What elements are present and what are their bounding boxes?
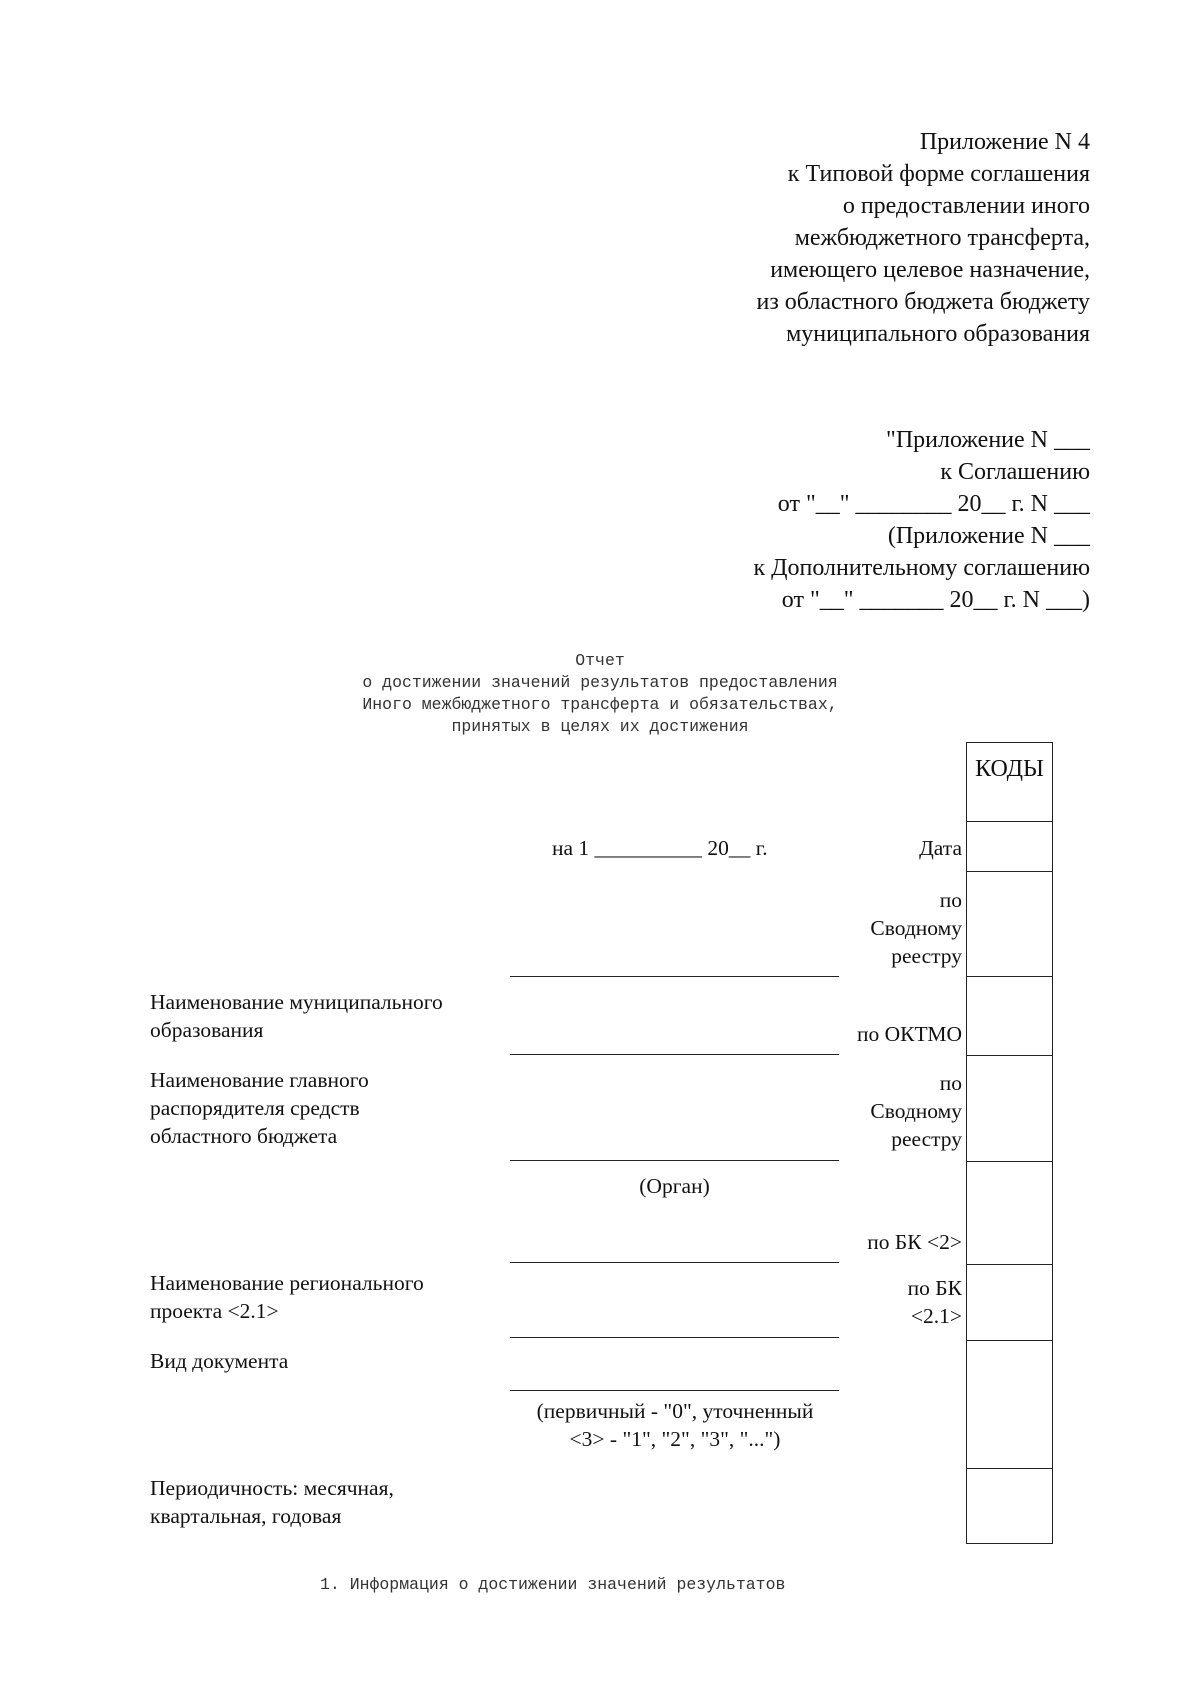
code-label-bk-21 [908,1274,962,1330]
doc-type-hint-line: <3> - "1", "2", "3", "...") [569,1427,781,1451]
field-underline-regional-project[interactable] [510,1337,839,1338]
section-1-heading: 1. Информация о достижении значений результатов [320,1575,786,1594]
field-label-line: областного бюджета [150,1124,338,1148]
agreement-ref-line: "Приложение N ___ [886,427,1090,453]
code-label-line: Сводному [870,1099,962,1123]
agreement-reference [560,424,1090,616]
codes-separator [967,821,1052,822]
code-label-line: по [939,888,962,912]
organ-hint: (Орган) [639,1174,710,1198]
report-title-line: принятых в целях их достижения [451,717,749,736]
appendix-header-line: Приложение N 4 [919,129,1090,155]
codes-separator [967,871,1052,872]
field-label-main-manager [150,1066,369,1150]
appendix-header-line: к Типовой форме соглашения [787,161,1090,187]
codes-separator [967,1468,1052,1469]
field-label-line: Наименование главного [150,1068,369,1092]
appendix-header-line: муниципального образования [786,321,1090,347]
appendix-header-line: имеющего целевое назначение, [770,257,1090,283]
code-label-date: Дата [919,836,962,860]
field-label-regional-project [150,1269,424,1325]
field-label-line: квартальная, годовая [150,1504,342,1528]
field-label-line: Периодичность: месячная, [150,1476,394,1500]
report-title-line: Отчет [575,651,625,670]
code-label-line: реестру [891,944,962,968]
code-label-line: Сводному [870,916,962,940]
codes-separator [967,1340,1052,1341]
codes-separator [967,1264,1052,1265]
agreement-ref-line: к Соглашению [940,459,1090,485]
code-label-line: <2.1> [910,1304,962,1328]
codes-separator [967,1161,1052,1162]
agreement-ref-line: (Приложение N ___ [887,523,1090,549]
codes-separator [967,976,1052,977]
report-title [250,650,950,738]
field-label-line: распорядителя средств [150,1096,360,1120]
field-underline-registry[interactable] [510,976,839,977]
code-label-summary-registry-2 [870,1069,962,1153]
code-label-summary-registry [870,886,962,970]
agreement-ref-line: от "__" ________ 20__ г. N ___ [777,491,1090,517]
field-label-municipality [150,988,443,1044]
code-label-line: по [939,1071,962,1095]
field-label-line: проекта <2.1> [150,1299,279,1323]
doc-type-hint [490,1397,860,1453]
field-label-periodicity [150,1474,394,1530]
doc-type-hint-line: (первичный - "0", уточненный [536,1399,814,1423]
code-label-line: реестру [891,1127,962,1151]
field-underline-main-manager[interactable] [510,1160,839,1161]
field-label-line: образования [150,1018,264,1042]
field-underline-bk[interactable] [510,1262,839,1263]
field-label-doc-type: Вид документа [150,1349,289,1373]
code-label-bk: по БК <2> [867,1230,962,1254]
codes-separator [967,1055,1052,1056]
appendix-header-line: межбюджетного трансферта, [794,225,1090,251]
field-label-line: Наименование муниципального [150,990,443,1014]
appendix-header-line: из областного бюджета бюджету [756,289,1090,315]
code-label-oktmo: по ОКТМО [857,1022,962,1046]
report-date-line: на 1 __________ 20__ г. [552,836,768,860]
report-title-line: Иного межбюджетного трансферта и обязательствах, [362,695,838,714]
codes-column [966,742,1053,1544]
field-underline-municipality[interactable] [510,1054,839,1055]
report-title-line: о достижении значений результатов предоставления [362,673,838,692]
agreement-ref-line: к Дополнительному соглашению [753,555,1090,581]
agreement-ref-line: от "__" _______ 20__ г. N ___) [781,587,1090,613]
codes-header: КОДЫ [975,756,1044,782]
appendix-header-line: о предоставлении иного [842,193,1090,219]
appendix-header [560,126,1090,350]
code-label-line: по БК [907,1276,962,1300]
field-label-line: Наименование регионального [150,1271,424,1295]
field-underline-doc-type[interactable] [510,1390,839,1391]
